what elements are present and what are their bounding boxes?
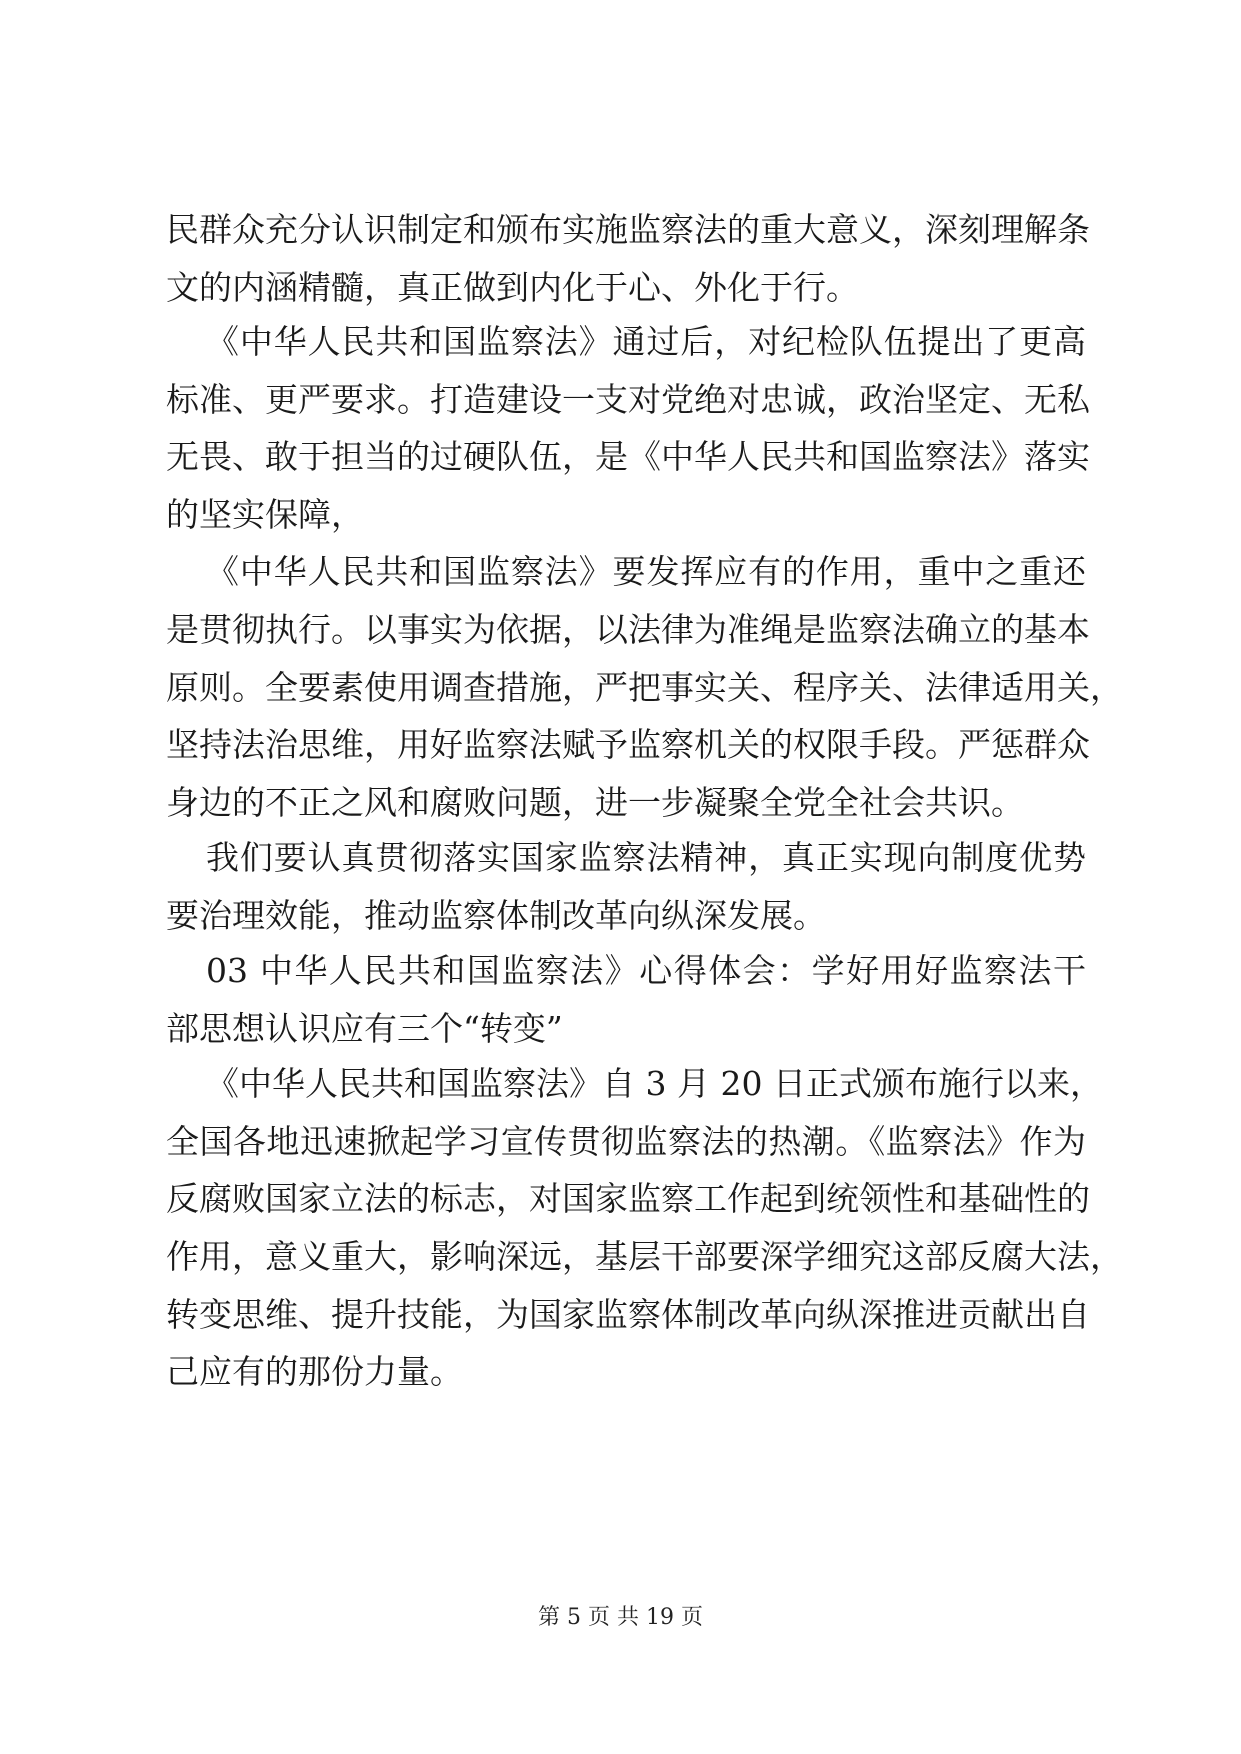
section-heading-line-2: 部思想认识应有三个“转变” [166,1009,563,1048]
body-line-11: 身边的不正之风和腐败问题，进一步凝聚全党全社会共识。 [166,783,1024,822]
body-line-2: 文的内涵精髓，真正做到内化于心、外化于行。 [166,268,859,307]
body-line-4: 标准、更严要求。打造建设一支对党绝对忠诚，政治坚定、无私 [166,380,1090,419]
body-line-20: 转变思维、提升技能，为国家监察体制改革向纵深推进贡献出自 [166,1295,1090,1334]
page-number-footer: 第 5 页 共 19 页 [538,1605,703,1630]
body-line-7: 《中华人民共和国监察法》要发挥应有的作用，重中之重还 [206,552,1086,591]
body-line-8: 是贯彻执行。以事实为依据，以法律为准绳是监察法确立的基本 [166,610,1090,649]
body-line-3: 《中华人民共和国监察法》通过后，对纪检队伍提出了更高 [206,322,1086,361]
body-line-10: 坚持法治思维，用好监察法赋予监察机关的权限手段。严惩群众 [166,725,1090,764]
body-line-19: 作用，意义重大，影响深远，基层干部要深学细究这部反腐大法， [166,1237,1123,1276]
body-line-13: 要治理效能，推动监察体制改革向纵深发展。 [166,896,826,935]
body-line-12: 我们要认真贯彻落实国家监察法精神，真正实现向制度优势 [206,838,1086,877]
body-line-21: 己应有的那份力量。 [166,1352,463,1391]
body-line-17: 全国各地迅速掀起学习宣传贯彻监察法的热潮。《监察法》作为 [166,1122,1086,1161]
body-line-1: 民群众充分认识制定和颁布实施监察法的重大意义，深刻理解条 [166,210,1090,249]
body-line-18: 反腐败国家立法的标志，对国家监察工作起到统领性和基础性的 [166,1179,1090,1218]
body-line-6: 的坚实保障， [166,495,364,534]
body-line-5: 无畏、敢于担当的过硬队伍，是《中华人民共和国监察法》落实 [166,437,1090,476]
section-heading-line-1: 03 中华人民共和国监察法》心得体会：学好用好监察法干 [206,951,1086,990]
body-line-9: 原则。全要素使用调查措施，严把事实关、程序关、法律适用关， [166,668,1123,707]
body-line-16: 《中华人民共和国监察法》自 3 月 20 日正式颁布施行以来， [206,1064,1103,1103]
